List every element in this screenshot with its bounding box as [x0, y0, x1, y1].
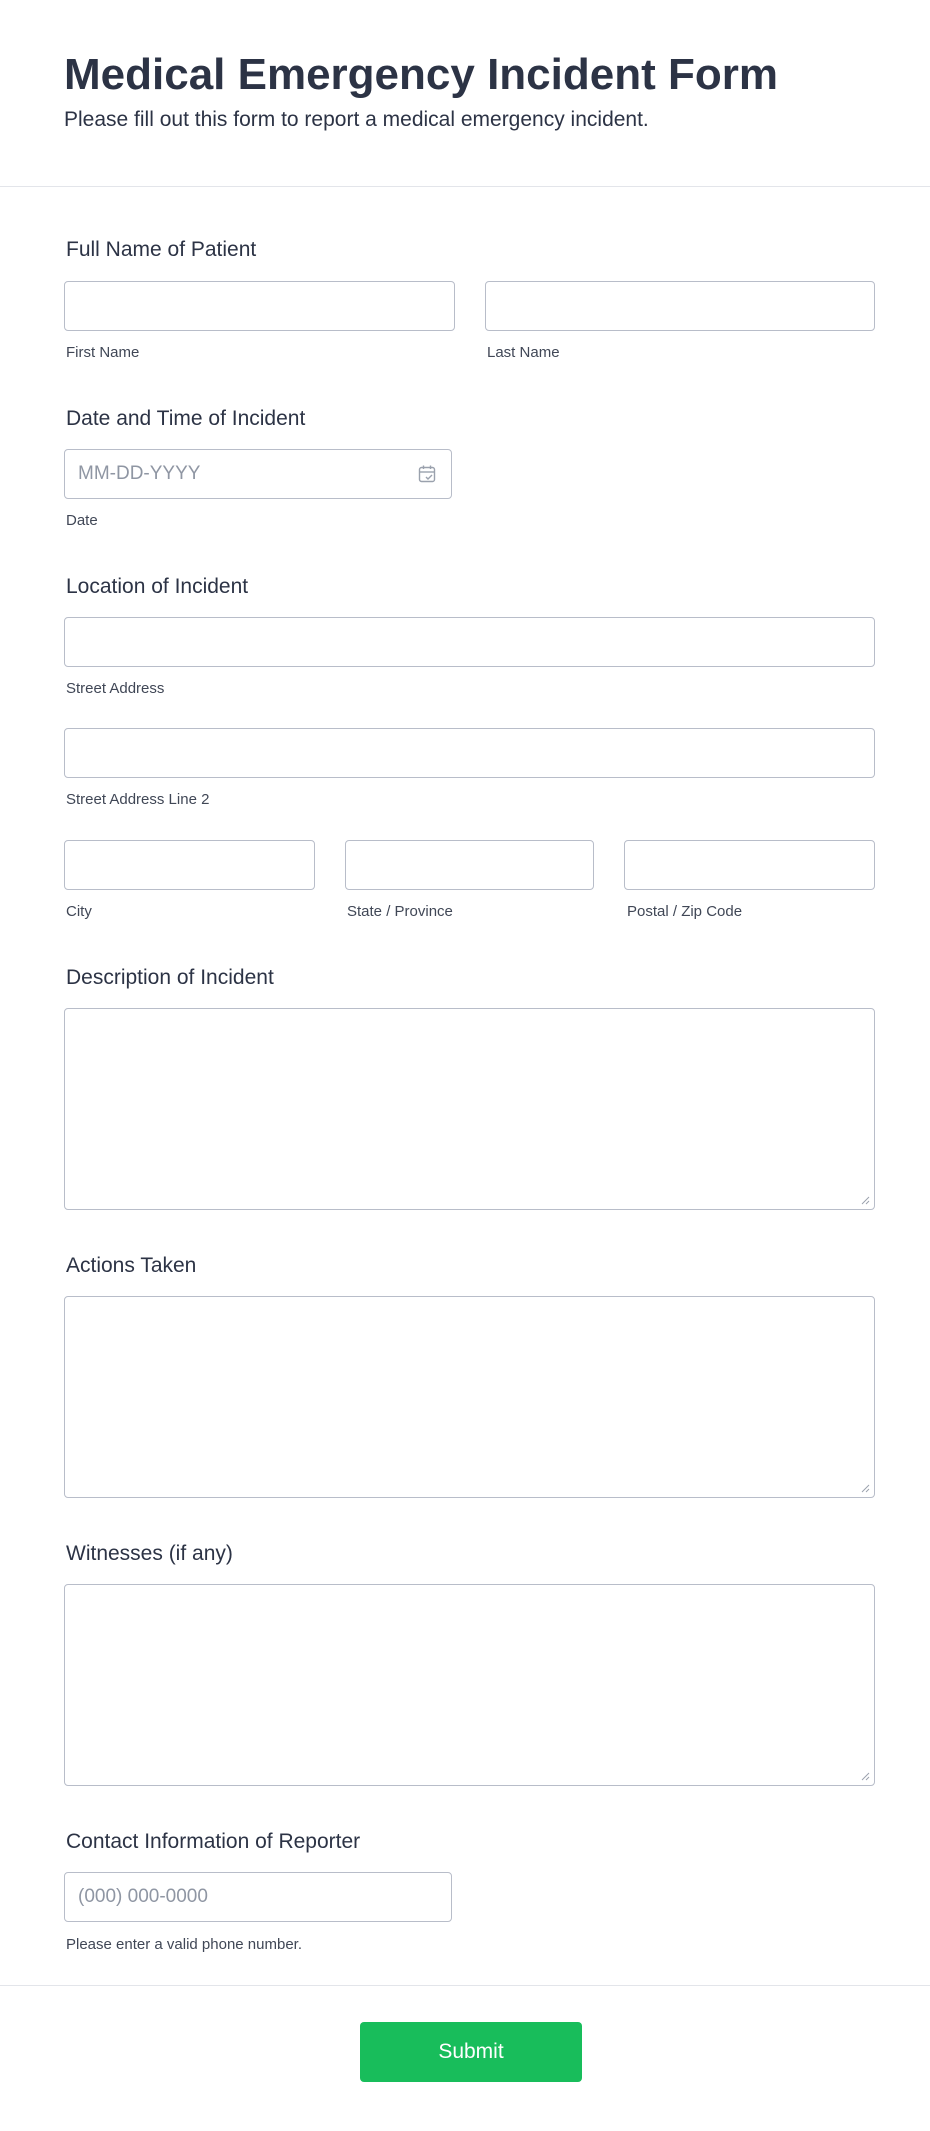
resize-handle-icon[interactable]: [860, 1483, 870, 1493]
full-name-label: Full Name of Patient: [66, 238, 257, 261]
state-input[interactable]: [345, 840, 594, 890]
phone-sublabel: Please enter a valid phone number.: [66, 1936, 302, 1953]
date-input[interactable]: [64, 449, 452, 499]
contact-label: Contact Information of Reporter: [66, 1830, 361, 1853]
form-subtitle: Please fill out this form to report a medical emergency incident.: [64, 108, 649, 131]
actions-label: Actions Taken: [66, 1254, 197, 1277]
city-input[interactable]: [64, 840, 315, 890]
description-label: Description of Incident: [66, 966, 274, 989]
description-textarea[interactable]: [64, 1008, 875, 1210]
last-name-sublabel: Last Name: [487, 344, 560, 361]
street-address-input[interactable]: [64, 617, 875, 667]
date-sublabel: Date: [66, 512, 98, 529]
street-address-line2-sublabel: Street Address Line 2: [66, 791, 210, 808]
resize-handle-icon[interactable]: [860, 1195, 870, 1205]
form-header: [0, 0, 930, 187]
calendar-icon[interactable]: [417, 464, 437, 484]
last-name-input[interactable]: [485, 281, 875, 331]
city-sublabel: City: [66, 903, 92, 920]
witnesses-textarea[interactable]: [64, 1584, 875, 1786]
first-name-input[interactable]: [64, 281, 455, 331]
zip-input[interactable]: [624, 840, 875, 890]
first-name-sublabel: First Name: [66, 344, 140, 361]
submit-button[interactable]: Submit: [360, 2022, 582, 2082]
street-address-sublabel: Street Address: [66, 680, 165, 697]
date-time-label: Date and Time of Incident: [66, 407, 306, 430]
witnesses-label: Witnesses (if any): [66, 1542, 233, 1565]
form-title: Medical Emergency Incident Form: [64, 50, 778, 99]
actions-textarea[interactable]: [64, 1296, 875, 1498]
state-sublabel: State / Province: [347, 903, 453, 920]
zip-sublabel: Postal / Zip Code: [627, 903, 743, 920]
resize-handle-icon[interactable]: [860, 1771, 870, 1781]
phone-input[interactable]: [64, 1872, 452, 1922]
location-label: Location of Incident: [66, 575, 249, 598]
street-address-line2-input[interactable]: [64, 728, 875, 778]
